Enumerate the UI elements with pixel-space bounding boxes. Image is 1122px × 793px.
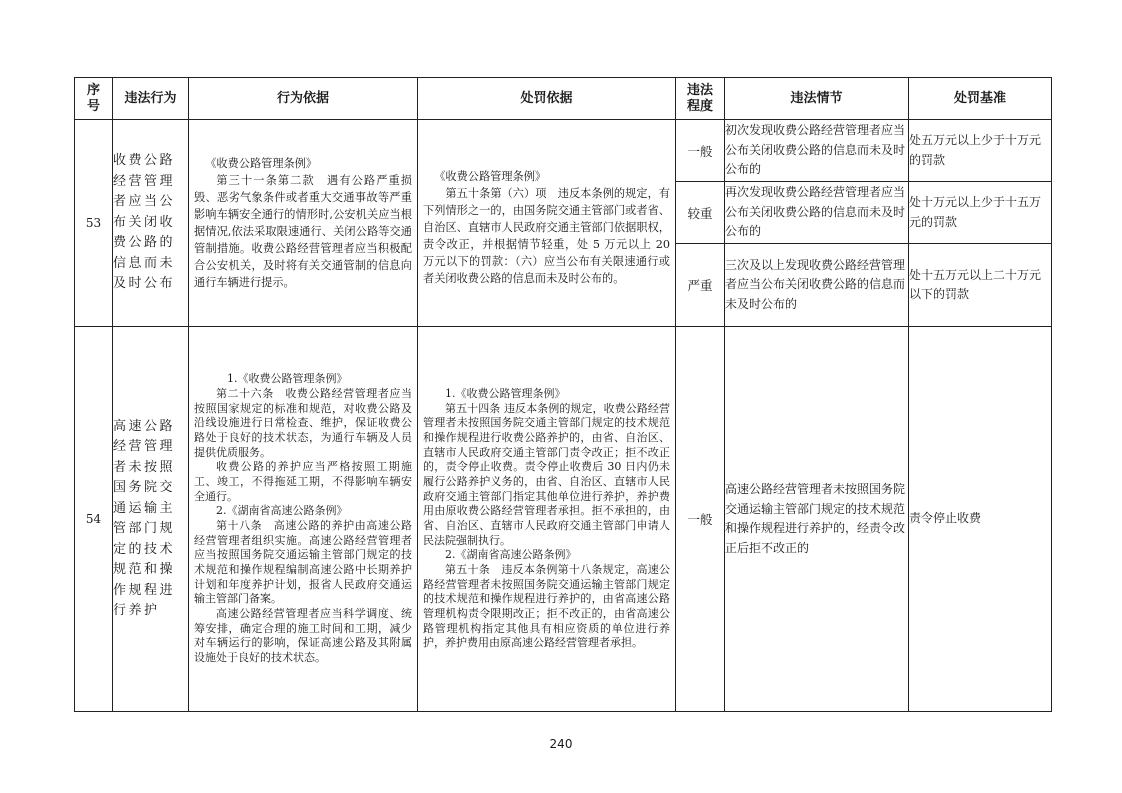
header-situation: 违法情节 (725, 78, 909, 120)
violation-degree: 较重 (676, 182, 725, 244)
header-standard: 处罚基准 (909, 78, 1052, 120)
header-degree-line2: 程度 (686, 98, 713, 114)
penalty-paragraph: 第五十条 违反本条例第十八条规定，高速公路经营管理者未按照国务院交通运输主管部门规定的技术规范和操作规程进行养护的，由省高速公路管理机构责令限期改正；拒不改正的，由省高速公路管理机构指定其他具有相应资质的单位进行养护，养护费用由原高速公路经营管理者承担。 (423, 562, 670, 650)
page-number: 240 (549, 737, 573, 751)
basis-paragraph: 收费公路的养护应当严格按照工期施工、竣工，不得拖延工期，不得影响车辆安全通行。 (194, 460, 412, 503)
header-no-line1: 序 (86, 82, 100, 98)
header-no-line2: 号 (86, 98, 100, 114)
basis-paragraph: 第二十六条 收费公路经营管理者应当按照国家规定的标准和规范，对收费公路及沿线设施进行日常检查、维护，保证收费公路处于良好的技术状态，为通行车辆及人员提供优质服务。 (194, 387, 412, 459)
basis-paragraph: 第三十一条第二款 遇有公路严重损毁、恶劣气象条件或者重大交通事故等严重影响车辆安全通行的情形时,公安机关应当根据情况,依法采取限速通行、关闭公路等交通管制措施。收费公路经营管理者应当积极配合公安机关，及时将有关交通管制的信息向通行车辆进行提示。 (194, 174, 412, 289)
regulation-table (74, 77, 1052, 712)
violation-situation: 三次及以上发现收费公路经营管理者应当公布关闭收费公路的信息而未及时公布的 (725, 244, 909, 327)
penalty-basis (418, 327, 676, 712)
header-act: 违法行为 (113, 78, 189, 120)
header-no (75, 78, 113, 120)
penalty-paragraph: 第五十四条 违反本条例的规定，收费公路经营管理者未按照国务院交通主管部门规定的技术规范和操作规程进行收费公路养护的，由省、自治区、直辖市人民政府交通主管部门责令改正；拒不改正的，责令停止收费。责令停止收费后 30 日内仍未履行公路养护义务的，由省、自治区、直辖市人民政府交通主管部门指定其他单位进行养护，养护费用由原收费公路经营管理者承担。拒不承担的，由省、自治区、直辖市人民政府交通主管部门申请人民法院强制执行。 (423, 401, 670, 547)
legal-basis (189, 120, 418, 327)
violation-situation: 再次发现收费公路经营管理者应当公布关闭收费公路的信息而未及时公布的 (725, 182, 909, 244)
basis-paragraph: 《收费公路管理条例》 (205, 157, 318, 170)
violation-degree: 一般 (676, 120, 725, 182)
row-number: 54 (75, 327, 113, 712)
header-row (75, 78, 1052, 120)
penalty-standard: 责令停止收费 (909, 327, 1052, 712)
table-row (75, 327, 1052, 712)
header-degree-line1: 违法 (686, 82, 713, 98)
penalty-standard: 处十五万元以上二十万元以下的罚款 (909, 244, 1052, 327)
header-degree (676, 78, 725, 120)
legal-basis (189, 327, 418, 712)
penalty-text (418, 387, 675, 651)
violation-degree: 严重 (676, 244, 725, 327)
penalty-basis (418, 120, 676, 327)
header-basis: 行为依据 (189, 78, 418, 120)
row-number: 53 (75, 120, 113, 327)
penalty-paragraph: 第五十条第（六）项 违反本条例的规定，有下列情形之一的，由国务院交通主管部门或者省、自治区、直辖市人民政府交通主管部门依据职权，责令改正，并根据情节轻重，处 5 万元以上 20 万元以下的罚款：（六）应当公布有关限速通行或者关闭收费公路的信息而未及时公布的。 (423, 187, 670, 285)
basis-paragraph: 第十八条 高速公路的养护由高速公路经营管理者组织实施。高速公路经营管理者应当按照国务院交通运输主管部门规定的技术规范和操作规程编制高速公路中长期养护计划和年度养护计划，报省人民政府交通运输主管部门备案。 (194, 519, 412, 606)
penalty-standard: 处五万元以上少于十万元的罚款 (909, 120, 1052, 182)
basis-text (189, 155, 417, 291)
penalty-paragraph: 《收费公路管理条例》 (434, 170, 547, 183)
penalty-paragraph: 2.《湖南省高速公路条例》 (445, 548, 577, 562)
table-row (75, 120, 1052, 182)
basis-paragraph: 高速公路经营管理者应当科学调度、统筹安排，确定合理的施工时间和工期，减少对车辆运行的影响，保证高速公路及其附属设施处于良好的技术状态。 (194, 606, 412, 664)
violation-degree: 一般 (676, 327, 725, 712)
penalty-standard: 处十万元以上少于十五万元的罚款 (909, 182, 1052, 244)
violation-act: 收费公路经营管理者应当公布关闭收费公路的信息而未及时公布 (113, 120, 189, 327)
basis-text (189, 372, 417, 665)
basis-paragraph: 1.《收费公路管理条例》 (227, 372, 348, 386)
basis-paragraph: 2.《湖南省高速公路条例》 (216, 504, 348, 518)
header-penalty: 处罚依据 (418, 78, 676, 120)
penalty-paragraph: 1.《收费公路管理条例》 (445, 387, 566, 401)
violation-situation: 初次发现收费公路经营管理者应当公布关闭收费公路的信息而未及时公布的 (725, 120, 909, 182)
penalty-text (418, 159, 675, 287)
violation-act: 高速公路经营管理者未按照国务院交通运输主管部门规定的技术规范和操作规程进行养护 (113, 327, 189, 712)
violation-situation: 高速公路经营管理者未按照国务院交通运输主管部门规定的技术规范和操作规程进行养护的，经责令改正后拒不改正的 (725, 327, 909, 712)
